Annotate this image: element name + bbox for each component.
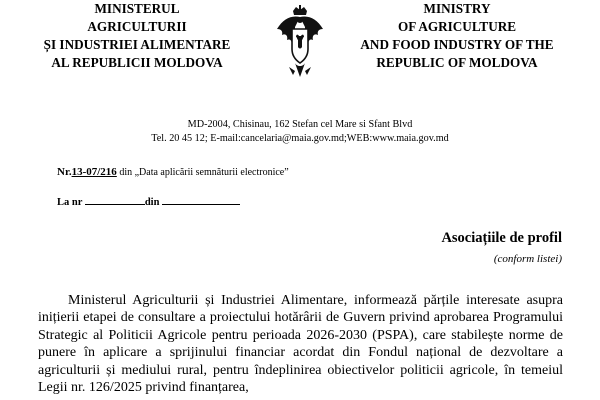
header-en-line-1: MINISTRY [423, 1, 491, 16]
document-number-line [57, 166, 289, 178]
la-nr-label: La nr [57, 197, 83, 208]
postal-address: MD-2004, Chisinau, 162 Stefan cel Mare si Sfant Blvd [187, 119, 413, 130]
header-ro-line-1: MINISTERUL [94, 1, 180, 16]
la-din-blank [162, 195, 240, 205]
recipient-title: Asociațiile de profil [441, 230, 562, 246]
document-number: 13-07/216 [71, 166, 117, 178]
contact-info: Tel. 20 45 12; E-mail:cancelaria@maia.gov.md;WEB:www.maia.gov.md [151, 133, 449, 144]
la-nr-blank [85, 195, 145, 205]
body-paragraph: Ministerul Agriculturii și Industriei Alimentare, informează părțile interesate asupra inițierii etapei de consultare a proiectului hotărârii de Guvern privind aprobarea Programului Strategic al Politicii Agricole pentru perioada 2026-2030 (PSPA), care stabilește norme de punere în aplicare a sprijinului financiar acordat din Fondul național de dezvoltare a agriculturii și mediului rural, pentru îndeplinirea obiectivelor politicii agricole, în temeiul Legii nr. 126/2025 privind finanțarea, [38, 293, 563, 396]
la-din-label: din [144, 197, 160, 208]
document-date: „Data aplicării semnăturii electronice” [134, 167, 289, 178]
ministry-header-romanian [22, 0, 252, 72]
header-en-line-4: REPUBLIC OF MOLDOVA [376, 55, 538, 70]
din-label: din [116, 167, 135, 178]
nr-label: Nr. [57, 166, 72, 178]
header-en-line-3: AND FOOD INDUSTRY OF THE [360, 37, 554, 52]
coat-of-arms-icon [273, 5, 327, 85]
header-ro-line-2: AGRICULTURII [87, 19, 187, 34]
reply-reference-line [57, 195, 240, 208]
ministry-header-english [342, 0, 572, 72]
recipient-subtitle: (conform listei) [493, 253, 562, 265]
header-ro-line-3: ȘI INDUSTRIEI ALIMENTARE [43, 37, 231, 52]
header-en-line-2: OF AGRICULTURE [397, 19, 517, 34]
header-ro-line-4: AL REPUBLICII MOLDOVA [51, 55, 223, 70]
